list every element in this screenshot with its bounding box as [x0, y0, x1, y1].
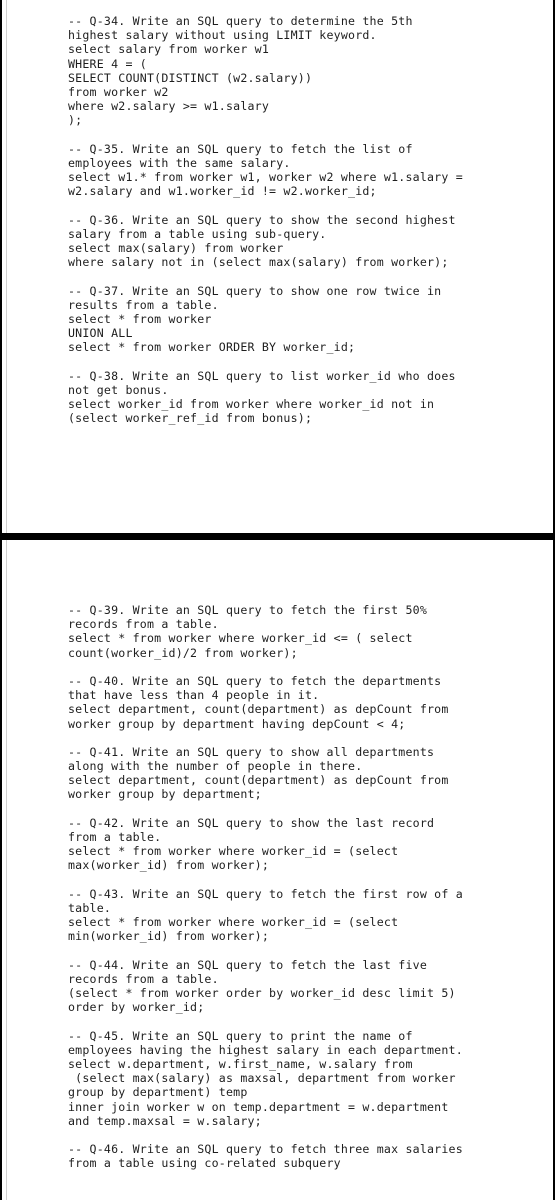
code-line: (select max(salary) as maxsal, department from worker — [68, 1071, 456, 1086]
code-line: select * from worker where worker_id = (select — [68, 915, 399, 930]
code-line: select worker_id from worker where worker_id not in — [68, 397, 435, 412]
code-line: min(worker_id) from worker); — [68, 929, 270, 944]
code-line: UNION ALL — [68, 326, 133, 341]
code-line: max(worker_id) from worker); — [68, 858, 270, 873]
code-line: employees with the same salary. — [68, 155, 291, 170]
code-line: employees having the highest salary in each department. — [68, 1042, 463, 1057]
question-line: -- Q-39. Write an SQL query to fetch the first 50% — [68, 603, 428, 617]
query-block — [68, 958, 538, 1015]
question-line: -- Q-35. Write an SQL query to fetch the list of — [68, 141, 413, 156]
page-text — [68, 14, 538, 440]
code-line: select w.department, w.first_name, w.salary from — [68, 1057, 413, 1071]
query-block — [68, 603, 538, 660]
code-line: where salary not in (select max(salary) from worker); — [68, 255, 449, 270]
question-line: -- Q-44. Write an SQL query to fetch the last five — [68, 957, 428, 972]
code-line: salary from a table using sub-query. — [68, 226, 327, 241]
page-edge-line — [6, 540, 7, 1200]
code-line: from a table. — [68, 830, 162, 844]
question-line: -- Q-38. Write an SQL query to list worker_id who does — [68, 368, 456, 383]
code-line: along with the number of people in there. — [68, 759, 363, 774]
code-line: (select * from worker order by worker_id desc limit 5) — [68, 986, 456, 1001]
code-line: select * from worker where worker_id = (select — [68, 844, 399, 859]
code-line: select salary from worker w1 — [68, 42, 270, 57]
code-line: select * from worker ORDER BY worker_id; — [68, 340, 356, 355]
query-block — [68, 14, 538, 128]
query-block — [68, 674, 538, 731]
code-line: select * from worker — [68, 311, 212, 326]
code-line: results from a table. — [68, 297, 219, 312]
code-line: SELECT COUNT(DISTINCT (w2.salary)) — [68, 70, 313, 85]
code-line: order by worker_id; — [68, 1000, 205, 1015]
question-line: -- Q-37. Write an SQL query to show one row twice in — [68, 283, 442, 298]
code-line: select max(salary) from worker — [68, 241, 284, 255]
query-block — [68, 816, 538, 873]
question-line: -- Q-41. Write an SQL query to show all departments — [68, 744, 435, 759]
question-line: -- Q-34. Write an SQL query to determine the 5th — [68, 14, 413, 28]
question-line: -- Q-42. Write an SQL query to show the last record — [68, 815, 435, 830]
code-line: count(worker_id)/2 from worker); — [68, 645, 298, 660]
page-edge-line — [6, 0, 7, 533]
question-line: -- Q-43. Write an SQL query to fetch the first row of a — [68, 886, 463, 901]
query-block — [68, 1029, 538, 1128]
code-line: from worker w2 — [68, 84, 169, 99]
code-line: w2.salary and w1.worker_id != w2.worker_id; — [68, 184, 377, 199]
code-line: records from a table. — [68, 617, 219, 632]
code-line: and temp.maxsal = w.salary; — [68, 1113, 262, 1128]
code-line: worker group by department having depCount < 4; — [68, 716, 406, 731]
query-block — [68, 284, 538, 355]
code-line: records from a table. — [68, 971, 219, 986]
query-block — [68, 369, 538, 426]
code-line: from a table using co-related subquery — [68, 1156, 341, 1171]
code-line: inner join worker w on temp.department = w.department — [68, 1099, 449, 1114]
code-line: table. — [68, 900, 112, 915]
query-block — [68, 213, 538, 270]
question-line: -- Q-40. Write an SQL query to fetch the departments — [68, 673, 442, 688]
code-line: WHERE 4 = ( — [68, 56, 147, 71]
query-block — [68, 1142, 538, 1170]
code-line: (select worker_ref_id from bonus); — [68, 411, 313, 426]
code-line: ); — [68, 113, 83, 128]
code-line: select department, count(department) as depCount from — [68, 773, 449, 788]
query-block — [68, 887, 538, 944]
code-line: select w1.* from worker w1, worker w2 where w1.salary = — [68, 170, 463, 185]
code-line: not get bonus. — [68, 382, 169, 397]
document-page-1 — [2, 0, 553, 533]
code-line: select * from worker where worker_id <= ( select — [68, 631, 413, 646]
code-line: where w2.salary >= w1.salary — [68, 99, 270, 114]
question-line: -- Q-46. Write an SQL query to fetch three max salaries — [68, 1142, 463, 1157]
question-line: -- Q-36. Write an SQL query to show the second highest — [68, 212, 456, 227]
code-line: select department, count(department) as depCount from — [68, 702, 449, 717]
question-line: -- Q-45. Write an SQL query to print the name of — [68, 1028, 413, 1043]
code-line: highest salary without using LIMIT keyword. — [68, 28, 377, 43]
page-text — [68, 603, 538, 1185]
query-block — [68, 745, 538, 802]
document-page-2 — [2, 540, 553, 1200]
code-line: that have less than 4 people in it. — [68, 688, 320, 703]
code-line: group by department) temp — [68, 1085, 248, 1100]
query-block — [68, 142, 538, 199]
code-line: worker group by department; — [68, 787, 262, 802]
